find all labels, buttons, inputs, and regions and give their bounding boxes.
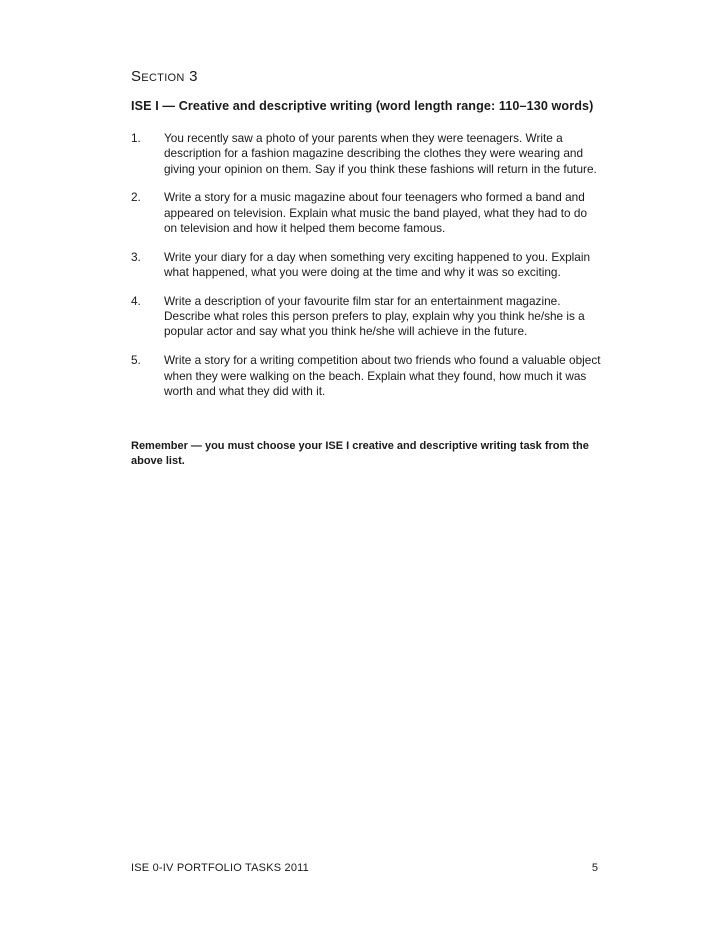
footer-title: ISE 0-IV PORTFOLIO TASKS 2011 xyxy=(131,862,309,874)
task-item xyxy=(131,294,601,340)
task-number: 2. xyxy=(131,190,141,205)
task-item xyxy=(131,190,601,236)
reminder-note: Remember — you must choose your ISE I creative and descriptive writing task from the above list. xyxy=(131,440,589,467)
task-item xyxy=(131,353,601,399)
page-number: 5 xyxy=(591,862,598,874)
task-number: 3. xyxy=(131,249,141,264)
task-text: Write a description of your favourite film star for an entertainment magazine. Describe what roles this person prefers to play, explain why you think he/she is a popular actor and say what you think he/she will achieve in the future. xyxy=(164,293,585,339)
task-text: You recently saw a photo of your parents when they were teenagers. Write a description for a fashion magazine describing the clothes they were wearing and giving your opinion on them. Say if you think these fashions will return in the future. xyxy=(164,131,597,176)
task-text: Write a story for a writing competition about two friends who found a valuable object when they were walking on the beach. Explain what they found, how much it was worth and what they did with it. xyxy=(164,353,601,398)
task-text: Write your diary for a day when something very exciting happened to you. Explain what happened, what you were doing at the time and why it was so exciting. xyxy=(164,249,591,280)
task-list xyxy=(131,131,601,413)
task-text: Write a story for a music magazine about four teenagers who formed a band and appeared on television. Explain what music the band played, what they had to do on television and how it helped them become famous. xyxy=(164,190,588,235)
task-number: 5. xyxy=(131,353,141,368)
task-number: 4. xyxy=(131,293,141,308)
section-subheading: ISE I — Creative and descriptive writing (word length range: 110–130 words) xyxy=(131,99,594,113)
task-item xyxy=(131,131,601,177)
section-heading: Section 3 xyxy=(131,68,198,85)
task-item xyxy=(131,250,601,281)
task-number: 1. xyxy=(131,131,141,145)
